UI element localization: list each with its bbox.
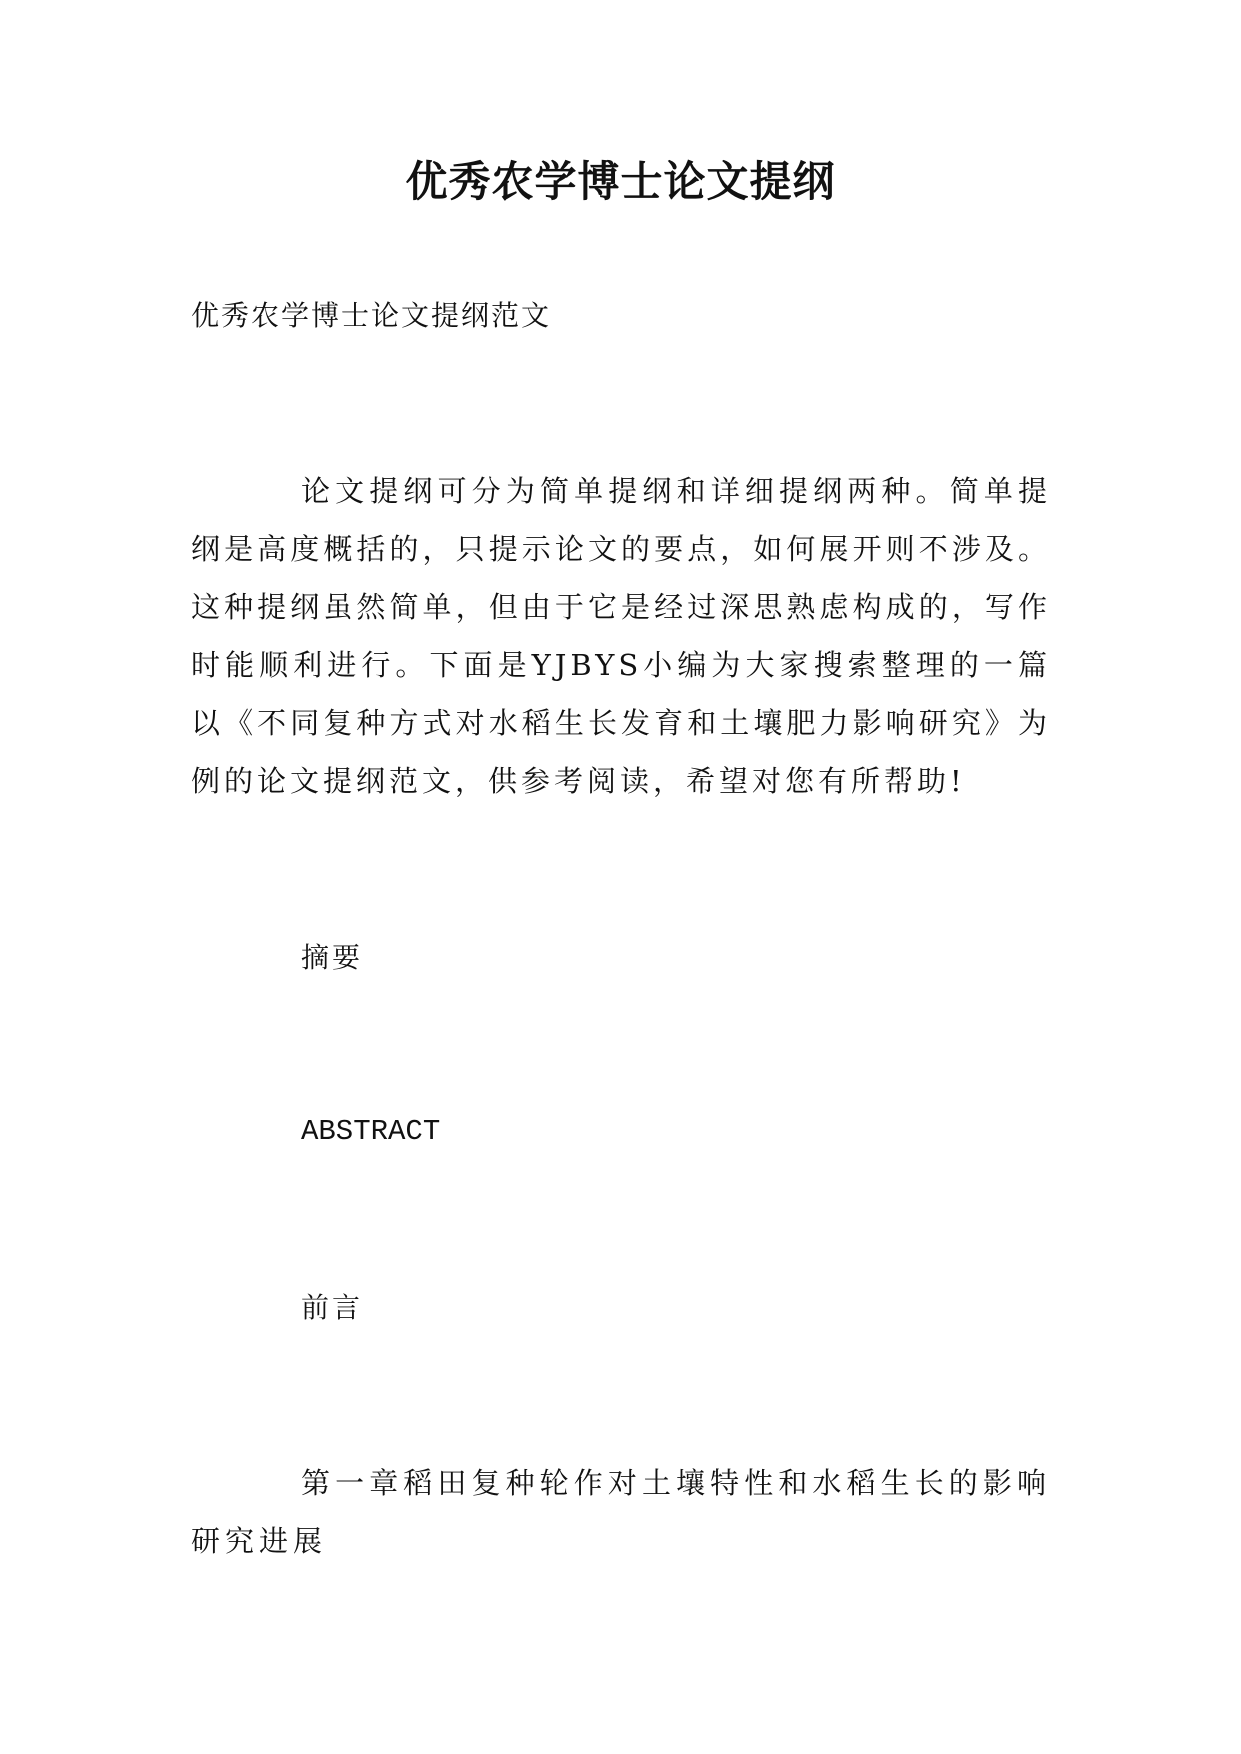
document-title: 优秀农学博士论文提纲	[405, 157, 836, 206]
intro-paragraph: 论文提纲可分为简单提纲和详细提纲两种。简单提纲是高度概括的，只提示论文的要点，如何展开则不涉及。这种提纲虽然简单，但由于它是经过深思熟虑构成的，写作时能顺利进行。下面是YJBYS小编为大家搜索整理的一篇以《不同复种方式对水稻生长发育和土壤肥力影响研究》为例的论文提纲范文，供参考阅读，希望对您有所帮助!	[191, 474, 1051, 798]
section-heading-abstract-cn: 摘要	[301, 941, 364, 974]
section-heading-preface: 前言	[301, 1291, 364, 1324]
document-subtitle: 优秀农学博士论文提纲范文	[191, 299, 552, 332]
section-heading-abstract-en: ABSTRACT	[301, 1115, 441, 1148]
chapter-one-heading: 第一章稻田复种轮作对土壤特性和水稻生长的影响研究进展	[191, 1466, 1051, 1558]
